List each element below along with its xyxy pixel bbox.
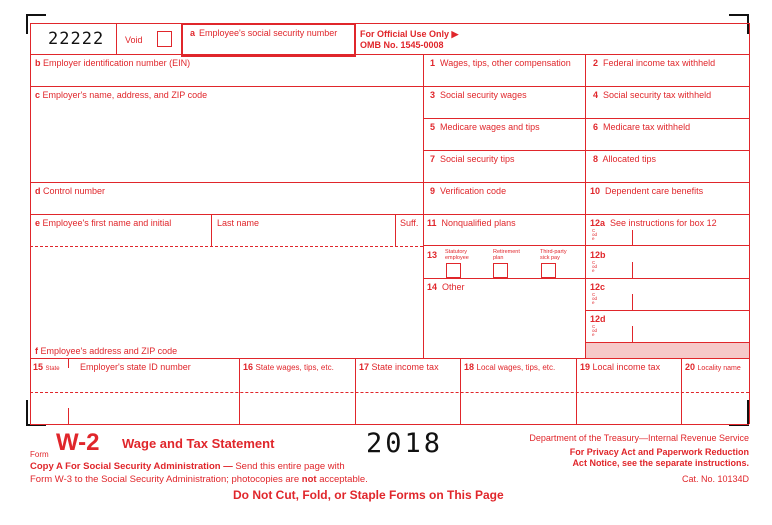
code-label-12d: Code (592, 324, 598, 337)
rule (460, 358, 461, 424)
thirdparty-checkbox[interactable] (541, 263, 556, 278)
omb-number: OMB No. 1545-0008 (360, 40, 444, 50)
rule (423, 245, 749, 246)
box-15-id-label: Employer's state ID number (80, 362, 191, 372)
rule (30, 86, 749, 87)
box-3-label: 3 Social security wages (430, 90, 527, 100)
box-6-label: 6 Medicare tax withheld (593, 122, 691, 132)
code-label-12b: Code (592, 260, 598, 273)
privacy-line1: For Privacy Act and Paperwork Reduction (569, 447, 749, 457)
box-11-label: 11 Nonqualified plans (427, 218, 516, 228)
box-d-label: d Control number (35, 186, 106, 196)
dept-treasury: Department of the Treasury—Internal Revenue Service (529, 433, 749, 443)
rule (632, 230, 633, 245)
rule (239, 358, 240, 424)
rule (116, 23, 117, 54)
box-13-statutory: Statutory employee (445, 249, 469, 261)
box-16-label: 16 State wages, tips, etc. (243, 362, 334, 372)
rule (30, 182, 749, 183)
statutory-checkbox[interactable] (446, 263, 461, 278)
box-f-label: f Employee's address and ZIP code (35, 346, 178, 356)
copy-a-line1: Copy A For Social Security Administration — Send this entire page with (30, 461, 345, 472)
rule (68, 408, 69, 424)
box-4-label: 4 Social security tax withheld (593, 90, 712, 100)
rule (30, 214, 749, 215)
corner-mark-tr-h (729, 14, 749, 16)
box-19-label: 19 Local income tax (580, 362, 661, 372)
code-label-12a: Code (592, 228, 598, 241)
box-13-number: 13 (427, 250, 438, 260)
rule (30, 54, 749, 55)
retirement-checkbox[interactable] (493, 263, 508, 278)
box-12b-label: 12b (590, 250, 606, 260)
rule (30, 23, 31, 424)
box-9-label: 9 Verification code (430, 186, 507, 196)
rule (423, 150, 749, 151)
void-checkbox[interactable] (157, 31, 172, 47)
void-label: Void (125, 35, 143, 45)
rule (576, 358, 577, 424)
form-title: Wage and Tax Statement (122, 436, 275, 451)
rule (355, 358, 356, 424)
box-12a-label: 12a See instructions for box 12 (590, 218, 717, 228)
rule (632, 326, 633, 342)
box-10-label: 10 Dependent care benefits (590, 186, 704, 196)
rule (211, 214, 212, 246)
corner-mark-tl (26, 14, 28, 34)
corner-mark-tl-h (26, 14, 46, 16)
box-18-label: 18 Local wages, tips, etc. (464, 362, 556, 372)
box-7-label: 7 Social security tips (430, 154, 515, 164)
rule (423, 54, 424, 358)
form-year: 2018 (366, 428, 444, 459)
code-label-12c: Code (592, 292, 598, 305)
privacy-line2: Act Notice, see the separate instructions. (572, 458, 749, 468)
dashed-rule (30, 246, 423, 247)
rule (585, 54, 586, 358)
shaded-area (586, 343, 749, 358)
box-17-label: 17 State income tax (359, 362, 439, 372)
box-5-label: 5 Medicare wages and tips (430, 122, 540, 132)
rule (30, 23, 749, 24)
rule (632, 262, 633, 278)
box-13-retirement: Retirement plan (493, 249, 520, 261)
dashed-rule (30, 392, 749, 393)
rule (395, 214, 396, 246)
ssn-label: Employee's social security number (199, 28, 338, 38)
ssn-letter: a (190, 28, 196, 38)
box-20-label: 20 Locality name (685, 362, 741, 372)
rule (423, 118, 749, 119)
box-14-label: 14 Other (427, 282, 465, 292)
rule (681, 358, 682, 424)
rule (585, 310, 749, 311)
box-c-label: c Employer's name, address, and ZIP code (35, 90, 208, 100)
box-12c-label: 12c (590, 282, 606, 292)
rule (585, 278, 749, 279)
rule (30, 424, 749, 425)
box-12d-label: 12d (590, 314, 606, 324)
box-e-last-label: Last name (217, 218, 260, 228)
rule (68, 358, 69, 368)
form-name: W-2 (56, 429, 100, 456)
box-1-label: 1 Wages, tips, other compensation (430, 58, 571, 68)
form-word: Form (30, 450, 49, 459)
box-b-label: b Employer identification number (EIN) (35, 58, 191, 68)
control-code: 22222 (48, 29, 105, 49)
box-2-label: 2 Federal income tax withheld (593, 58, 716, 68)
box-13-thirdparty: Third-party sick pay (540, 249, 567, 261)
box-e-suff-label: Suff. (400, 218, 419, 228)
box-8-label: 8 Allocated tips (593, 154, 657, 164)
corner-mark-bl (26, 400, 28, 426)
box-e-label: e Employee's first name and initial (35, 218, 172, 228)
rule (632, 294, 633, 310)
cat-number: Cat. No. 10134D (681, 474, 749, 484)
box-15-label: 15 State (33, 362, 60, 372)
rule (749, 23, 750, 424)
copy-a-line2: Form W-3 to the Social Security Administration; photocopies are not acceptable. (30, 474, 368, 485)
rule (30, 358, 749, 359)
official-use: For Official Use Only ▶ (360, 29, 459, 39)
do-not-cut-warning: Do Not Cut, Fold, or Staple Forms on This Page (233, 488, 504, 502)
rule (423, 278, 585, 279)
